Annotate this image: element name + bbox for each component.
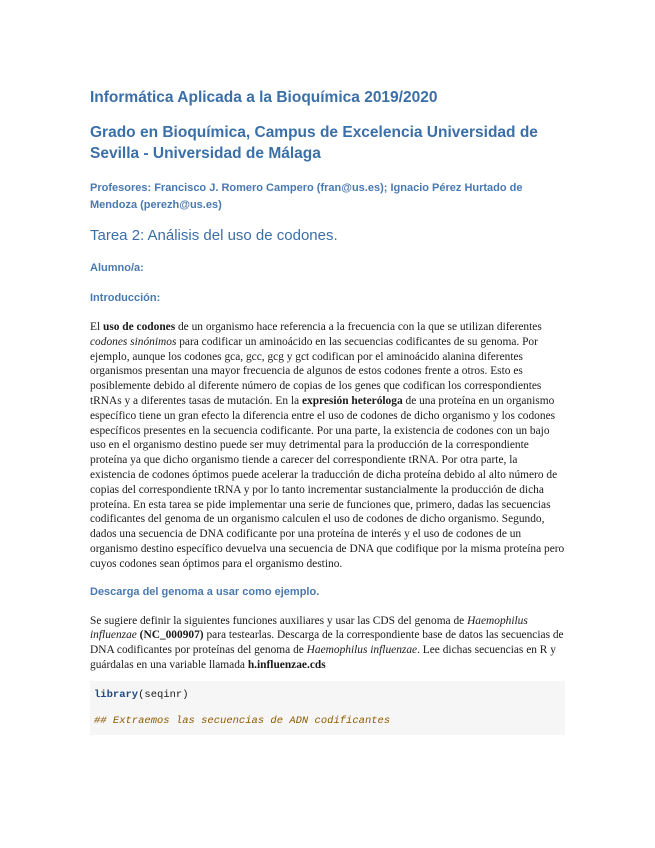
intro-paragraph: El uso de codones de un organismo hace referencia a la frecuencia con la que se utilizan diferentes codones sinónimos para codificar un aminoácido en las secuencias codificantes de su genoma. Por ejemplo, aunque los codones gca, gcc, gcg y gct codifican por el aminoácido alanina diferentes organismos presentan una mayor frecuencia de algunos de estos codones frente a otros. Esto es posiblemente debido al diferente número de copias de los genes que codifican los correspondientes tRNAs y a diferentes tasas de mutación. En la expresión heteróloga de una proteína en un organismo específico tiene un gran efecto la diferencia entre el uso de codones de dicho organismo y los codones específicos presentes en la secuencia codificante. Por una parte, la existencia de codones con un bajo uso en el organismo destino puede ser muy detrimental para la producción de la correspondiente proteína ya que dicho organismo tiende a carecer del correspondiente tRNA. Por otra parte, la existencia de codones óptimos puede acelerar la traducción de dicha proteína debido al alto número de copias del correspondiente tRNA y por lo tanto incrementar sustancialmente la producción de dicha proteína. En esta tarea se pide implementar una serie de funciones que, primero, dadas las secuencias codificantes del genoma de un organismo calculen el uso de codones de dicho organismo. Segundo, dados una secuencia de DNA codificante por una proteína de interés y el uso de codones de un organismo destino específico devuelva una secuencia de DNA que codifique por la misma proteína pero cuyos codones sean óptimos para el organismo destino. [90, 321, 565, 570]
professors-line: Profesores: Francisco J. Romero Campero (fran@us.es); Ignacio Pérez Hurtado de Mendoza (perezh@us.es) [90, 182, 523, 211]
code-line-library: library(seqinr) [94, 688, 189, 701]
intro-heading: Introducción: [90, 292, 161, 304]
task-title: Tarea 2: Análisis del uso de codones. [90, 227, 338, 244]
student-label: Alumno/a: [90, 262, 144, 274]
download-heading: Descarga del genoma a usar como ejemplo. [90, 585, 320, 598]
code-block [90, 681, 565, 735]
program-title: Grado en Bioquímica, Campus de Excelencia Universidad de Sevilla - Universidad de Málaga [90, 124, 538, 162]
course-title: Informática Aplicada a la Bioquímica 2019/2020 [90, 89, 438, 106]
code-comment: ## Extraemos las secuencias de ADN codificantes [94, 714, 391, 727]
download-paragraph: Se sugiere definir la siguientes funciones auxiliares y usar las CDS del genoma de Haemophilus influenzae (NC_000907) para testearlas. Descarga de la correspondiente base de datos las secuencias de DNA codificantes por proteínas del genoma de Haemophilus influenzae. Lee dichas secuencias en R y guárdalas en una variable llamada h.influenzae.cds [90, 614, 564, 671]
